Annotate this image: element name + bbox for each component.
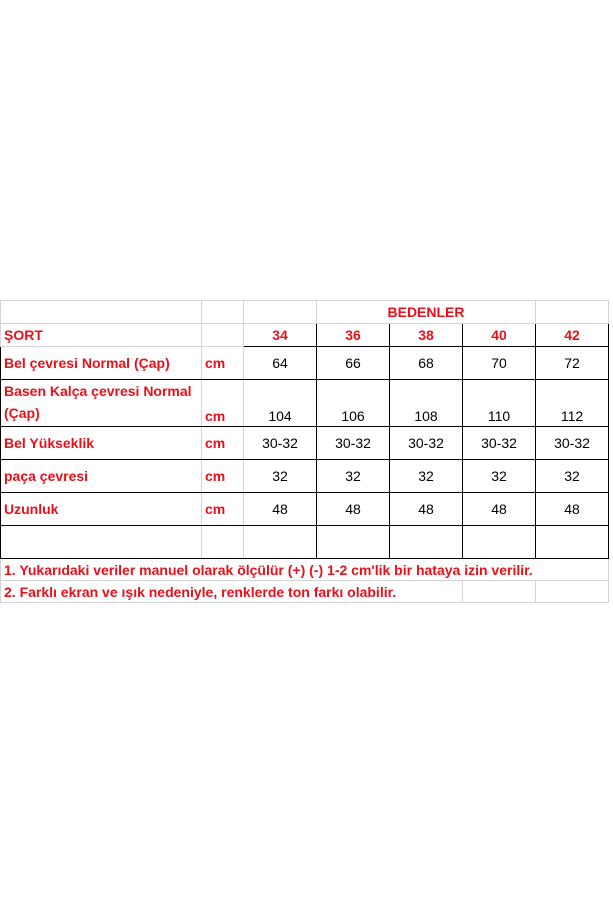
table-row xyxy=(1,380,609,427)
cell-empty xyxy=(463,581,536,603)
row-value: 108 xyxy=(390,380,463,427)
row-value: 72 xyxy=(536,347,609,380)
cell-empty xyxy=(244,526,317,559)
cell-empty xyxy=(202,301,244,324)
cell-empty xyxy=(244,301,317,324)
row-value: 64 xyxy=(244,347,317,380)
size-chart-table xyxy=(0,300,609,603)
cell-empty xyxy=(1,301,202,324)
row-value: 30-32 xyxy=(463,427,536,460)
row-value: 32 xyxy=(390,460,463,493)
row-value: 48 xyxy=(390,493,463,526)
cell-empty xyxy=(317,526,390,559)
row-value: 66 xyxy=(317,347,390,380)
sizes-group-title: BEDENLER xyxy=(317,301,536,324)
row-value: 48 xyxy=(463,493,536,526)
row-unit: cm xyxy=(202,347,244,380)
row-value: 112 xyxy=(536,380,609,427)
size-header: 36 xyxy=(317,324,390,347)
row-label: Basen Kalça çevresi Normal (Çap) xyxy=(1,380,202,427)
row-value: 104 xyxy=(244,380,317,427)
table-row xyxy=(1,493,609,526)
row-unit: cm xyxy=(202,460,244,493)
size-chart-sheet xyxy=(0,300,608,603)
row-label: paça çevresi xyxy=(1,460,202,493)
row-value: 32 xyxy=(317,460,390,493)
table-row xyxy=(1,427,609,460)
row-value: 68 xyxy=(390,347,463,380)
row-value: 32 xyxy=(244,460,317,493)
row-value: 106 xyxy=(317,380,390,427)
row-value: 30-32 xyxy=(390,427,463,460)
row-value: 32 xyxy=(463,460,536,493)
row-value: 48 xyxy=(317,493,390,526)
row-unit: cm xyxy=(202,380,244,427)
row-label: Bel çevresi Normal (Çap) xyxy=(1,347,202,380)
cell-empty xyxy=(202,526,244,559)
row-value: 30-32 xyxy=(317,427,390,460)
cell-empty xyxy=(1,526,202,559)
cell-empty xyxy=(463,526,536,559)
row-value: 70 xyxy=(463,347,536,380)
cell-empty xyxy=(536,581,609,603)
size-header: 38 xyxy=(390,324,463,347)
size-header: 42 xyxy=(536,324,609,347)
table-row-empty xyxy=(1,526,609,559)
row-label: Bel Yükseklik xyxy=(1,427,202,460)
row-unit: cm xyxy=(202,493,244,526)
header-group-row xyxy=(1,301,609,324)
cell-empty xyxy=(202,324,244,347)
header-sizes-row xyxy=(1,324,609,347)
note-row xyxy=(1,581,609,603)
cell-empty xyxy=(536,301,609,324)
note-text: 2. Farklı ekran ve ışık nedeniyle, renklerde ton farkı olabilir. xyxy=(1,581,463,603)
row-label: Uzunluk xyxy=(1,493,202,526)
row-unit: cm xyxy=(202,427,244,460)
size-header: 34 xyxy=(244,324,317,347)
note-text: 1. Yukarıdaki veriler manuel olarak ölçülür (+) (-) 1-2 cm'lik bir hataya izin verilir. xyxy=(1,559,609,581)
row-value: 110 xyxy=(463,380,536,427)
row-value: 30-32 xyxy=(244,427,317,460)
row-value: 48 xyxy=(536,493,609,526)
size-header: 40 xyxy=(463,324,536,347)
cell-empty xyxy=(390,526,463,559)
product-label: ŞORT xyxy=(1,324,202,347)
table-row xyxy=(1,347,609,380)
row-value: 32 xyxy=(536,460,609,493)
table-row xyxy=(1,460,609,493)
note-row xyxy=(1,559,609,581)
row-value: 30-32 xyxy=(536,427,609,460)
cell-empty xyxy=(536,526,609,559)
row-value: 48 xyxy=(244,493,317,526)
